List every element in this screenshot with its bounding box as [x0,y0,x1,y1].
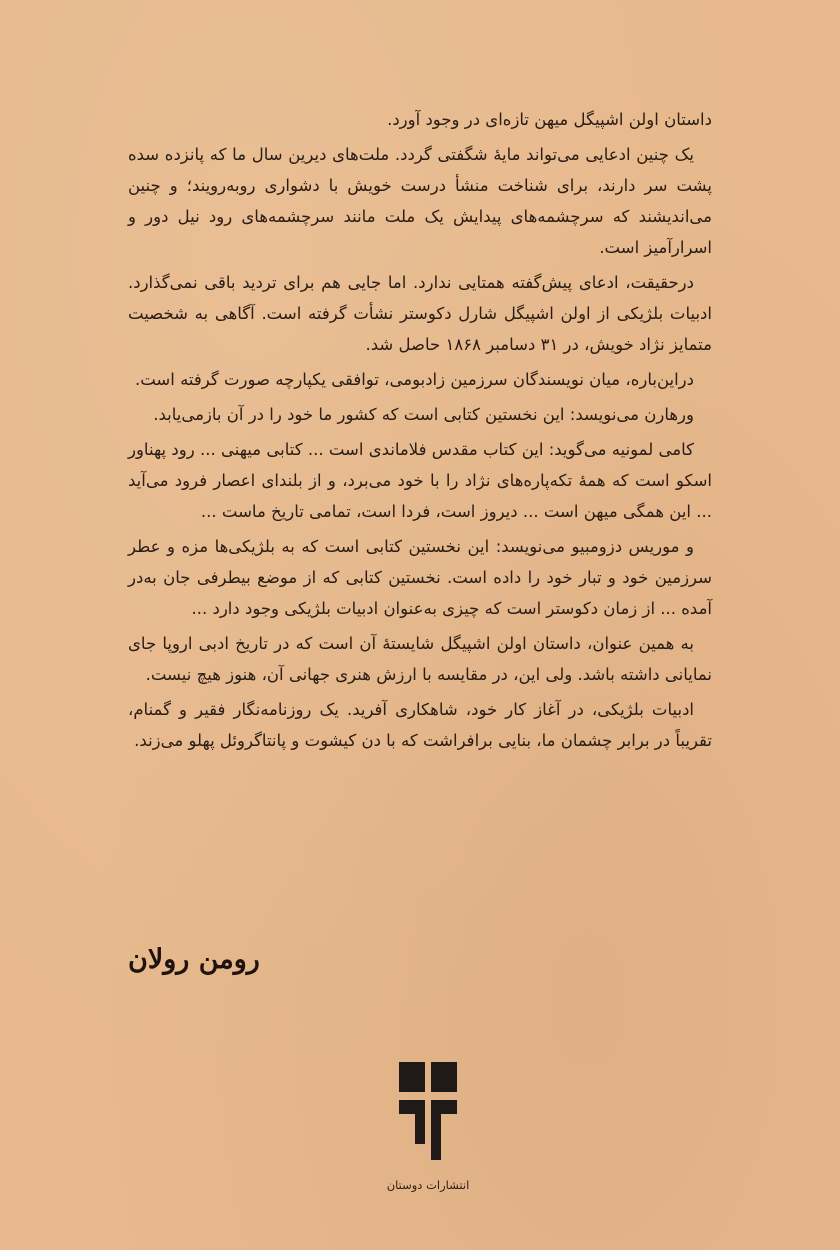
blurb-text [128,104,712,760]
paragraph-5: ورهارن می‌نویسد: این نخستین کتابی است که کشور ما خود را در آن بازمی‌یابد. [153,405,694,424]
author-signature: رومن رولان [128,944,260,975]
logo-top-right-block [431,1062,457,1092]
paragraph-4: دراین‌باره، میان نویسندگان سرزمین زادبومی، توافقی یکپارچه صورت گرفته است. [134,370,694,389]
logo-top-left-block [399,1062,425,1092]
paragraph-9: ادبیات بلژیکی، در آغاز کار خود، شاهکاری آفرید. یک روزنامه‌نگار فقیر و گمنام، تقریباً در برابر چشمان ما، بنایی برافراشت که با دن کیشوت و پانتاگروئل پهلو می‌زند. [128,700,712,750]
logo-right-leg [431,1100,457,1160]
paragraph-6: کامی لمونیه می‌گوید: این کتاب مقدس فلاماندی است ... کتابی میهنی ... رود پهناور اسکو است که همهٔ تکه‌پاره‌های نژاد را با خود می‌برد، و از بلندای اعصار فرود می‌آید ... این همگی میهن است ... دیروز است، فردا است، تمامی تاریخ ماست ... [128,440,712,521]
paragraph-8: به همین عنوان، داستان اولن اشپیگل شایستهٔ آن است که در تاریخ ادبی اروپا جای نمایانی داشته باشد. ولی این، در مقایسه با ارزش هنری جهانی آن، هنوز هیچ نیست. [128,634,712,684]
paragraph-1: داستان اولن اشپیگل میهن تازه‌ای در وجود آورد. [387,110,712,129]
paragraph-3: درحقیقت، ادعای پیش‌گفته همتایی ندارد. اما جایی هم برای تردید باقی نمی‌گذارد. ادبیات بلژیکی از اولن اشپیگل شارل دکوستر نشأت گرفته است. آگاهی به شخصیت متمایز نژاد خویش، در ۳۱ دسامبر ۱۸۶۸ حاصل شد. [128,273,712,354]
publisher-name: انتشارات دوستان [386,1178,470,1192]
logo-left-leg [399,1100,425,1144]
publisher-logo-icon [395,1062,461,1172]
paragraph-7: و موریس دزومبیو می‌نویسد: این نخستین کتابی است که به بلژیکی‌ها مزه و عطر سرزمین خود و تبار خود را داده است. نخستین کتابی که از موضع بیطرفی جان به‌در آمده ... از زمان دکوستر است که چیزی به‌عنوان ادبیات بلژیکی وجود دارد ... [128,537,712,618]
paragraph-2: یک چنین ادعایی می‌تواند مایهٔ شگفتی گردد. ملت‌های دیرین سال ما که پانزده سده پشت سر دارند، برای شناخت منشأ درست خویش با دشواری روبه‌رویند؛ و چنین می‌اندیشند که سرچشمه‌های پیدایش یک ملت مانند سرچشمه‌های رود نیل دور و اسرارآمیز است. [128,145,712,257]
publisher-block [378,1062,478,1192]
